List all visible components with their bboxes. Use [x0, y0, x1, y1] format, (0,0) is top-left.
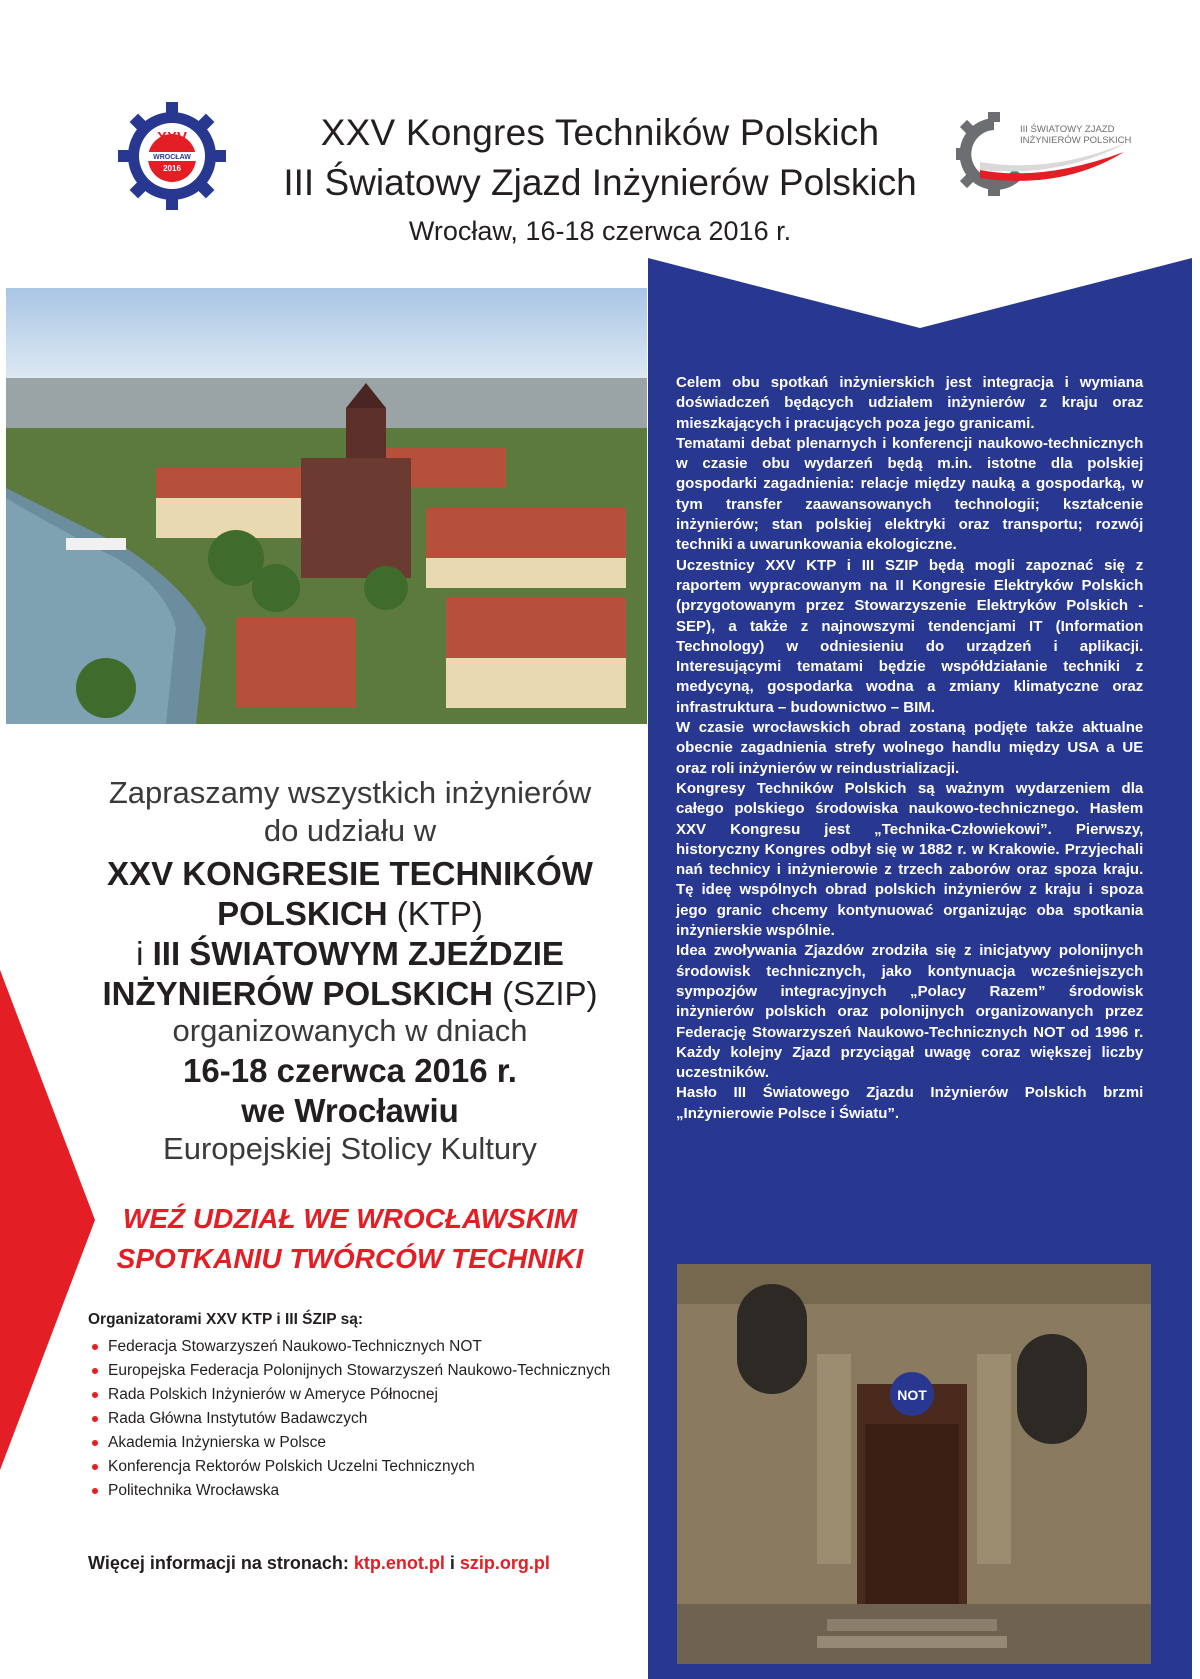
invitation-conj: i	[136, 935, 153, 972]
organizers-list	[88, 1335, 610, 1503]
logo-xxv-text: XXV	[156, 129, 188, 146]
bullet-icon	[92, 1440, 98, 1446]
not-building-photo	[677, 1264, 1151, 1664]
building-sign-text: NOT	[897, 1387, 927, 1403]
more-info	[88, 1553, 550, 1574]
blue-paragraph: Celem obu spotkań inżynierskich jest integracja i wymiana doświadczeń będących udziałem inżynierów z kraju oraz mieszkających i pracujących poza jego granicami.	[676, 374, 1144, 432]
zjazd-logo-line1: III ŚWIATOWY ZJAZD	[1020, 124, 1115, 135]
organizer-item	[88, 1479, 610, 1503]
invitation-line: do udziału w	[263, 813, 437, 848]
organizer-item	[88, 1359, 610, 1383]
more-info-and: i	[444, 1553, 460, 1573]
invitation-bold: INŻYNIERÓW POLSKICH	[102, 975, 493, 1012]
call-to-action-line2: SPOTKANIU TWÓRCÓW TECHNIKI	[116, 1243, 584, 1274]
invitation-bold: POLSKICH	[217, 895, 388, 932]
blue-panel-text	[676, 373, 1143, 1124]
blue-paragraph: Kongresy Techników Polskich są ważnym wydarzeniem dla całego polskiego środowiska naukowo-technicznego. Hasłem XXV Kongresu jest „Technika-Człowiekowi”. Pierwszy, historyczny Kongres odbył się w 1882 r. w Krakowie. Przyjechali nań technicy i inżynierowie z trzech zaborów oraz spoza kraju. Tę ideę wspólnych obrad polskich inżynierów z kraju i spoza jego granic chcemy kontynuować organizując oba spotkania inżynierskie wspólnie.	[676, 779, 1144, 940]
page-title-line2: III Światowy Zjazd Inżynierów Polskich	[283, 162, 917, 203]
invitation-line: Zapraszamy wszystkich inżynierów	[108, 775, 592, 810]
organizer-name: Rada Polskich Inżynierów w Ameryce Północnej	[108, 1386, 438, 1403]
organizer-name: Politechnika Wrocławska	[108, 1482, 280, 1499]
invitation-congress-name	[60, 895, 640, 933]
organizer-item	[88, 1455, 610, 1479]
invitation-abbr: (SZIP)	[493, 975, 598, 1012]
bullet-icon	[92, 1488, 98, 1494]
ktp-link[interactable]: ktp.enot.pl	[353, 1553, 445, 1573]
wroclaw-city-photo	[6, 288, 647, 724]
organizer-name: Rada Główna Instytutów Badawczych	[108, 1410, 368, 1427]
bullet-icon	[92, 1392, 98, 1398]
more-info-label: Więcej informacji na stronach:	[88, 1553, 354, 1573]
invitation-congress-name: XXV KONGRESIE TECHNIKÓW	[107, 855, 593, 892]
blue-paragraph: Tematami debat plenarnych i konferencji naukowo-technicznych w czasie obu wydarzeń będą m.in. istotne dla polskiej gospodarki zagadnienia: relacje między nauką a gospodarką, w tym transfer zaawansowanych technologii; kształcenie inżynierów; stan polskiej elektryki oraz transportu; rozwój techniki a uwarunkowania ekologiczne.	[676, 434, 1144, 554]
invitation-abbr: (KTP)	[387, 895, 483, 932]
blue-paragraph: Uczestnicy XXV KTP i III SZIP będą mogli zapoznać się z raportem wypracowanym na II Kongresie Elektryków Polskich (przygotowanym przez Stowarzyszenie Elektryków Polskich - SEP), a także z najnowszymi tendencjami IT (Information Technology) w odniesieniu do urządzeń i aplikacji. Interesującymi tematami będzie współdziałanie techniki z medycyną, gospodarka wodna a zmiany klimatyczne oraz infrastruktura – budownictwo – BIM.	[676, 556, 1144, 716]
blue-paragraph: Idea zwoływania Zjazdów zrodziła się z inicjatywy polonijnych środowisk technicznych, jako kontynuacja wcześniejszych sympozjów integracyjnych „Polacy Razem” środowisk inżynierów polskich oraz polonijnych organizowanych przez Federację Stowarzyszeń Naukowo-Technicznych NOT od 1996 r. Każdy kolejny Zjazd przyciągał uwagę coraz większej liczby uczestników.	[676, 942, 1144, 1082]
logo-year-text: 2016	[163, 164, 181, 173]
organizer-name: Konferencja Rektorów Polskich Uczelni Technicznych	[108, 1458, 475, 1475]
organizer-item	[88, 1335, 610, 1359]
blue-paragraph: Hasło III Światowego Zjazdu Inżynierów Polskich brzmi „Inżynierowie Polsce i Światu”.	[676, 1084, 1144, 1122]
organizers-heading: Organizatorami XXV KTP i III ŚZIP są:	[88, 1311, 364, 1328]
invitation-line: organizowanych w dniach	[172, 1013, 528, 1048]
event-date-location: Wrocław, 16-18 czerwca 2016 r.	[408, 216, 792, 246]
invitation-convention-name	[60, 975, 640, 1013]
organizer-name: Federacja Stowarzyszeń Naukowo-Technicznych NOT	[108, 1338, 482, 1355]
invitation-bold: III ŚWIATOWYM ZJEŹDZIE	[152, 935, 564, 972]
invitation-convention-name	[60, 935, 640, 973]
bullet-icon	[92, 1368, 98, 1374]
blue-paragraph: W czasie wrocławskich obrad zostaną podjęte także aktualne obecnie zagadnienia strefy wolnego handlu między USA a UE oraz roli inżynierów w reindustrializacji.	[676, 719, 1144, 777]
invitation-line: Europejskiej Stolicy Kultury	[163, 1131, 537, 1166]
invitation-date: 16-18 czerwca 2016 r.	[183, 1052, 517, 1089]
logo-city-text: WROCŁAW	[153, 154, 191, 161]
zjazd-logo	[952, 112, 1142, 196]
organizer-name: Akademia Inżynierska w Polsce	[108, 1434, 326, 1451]
organizer-item	[88, 1407, 610, 1431]
bullet-icon	[92, 1416, 98, 1422]
bullet-icon	[92, 1344, 98, 1350]
call-to-action-line1: WEŹ UDZIAŁ WE WROCŁAWSKIM	[122, 1203, 578, 1234]
zjazd-logo-line2: INŻYNIERÓW POLSKICH	[1020, 135, 1132, 146]
szip-link[interactable]: szip.org.pl	[459, 1553, 550, 1573]
bullet-icon	[92, 1464, 98, 1470]
invitation-place: we Wrocławiu	[241, 1092, 459, 1129]
page-title-line1: XXV Kongres Techników Polskich	[320, 112, 880, 153]
organizer-item	[88, 1431, 610, 1455]
organizer-item	[88, 1383, 610, 1407]
organizer-name: Europejska Federacja Polonijnych Stowarzyszeń Naukowo-Technicznych	[108, 1362, 611, 1379]
